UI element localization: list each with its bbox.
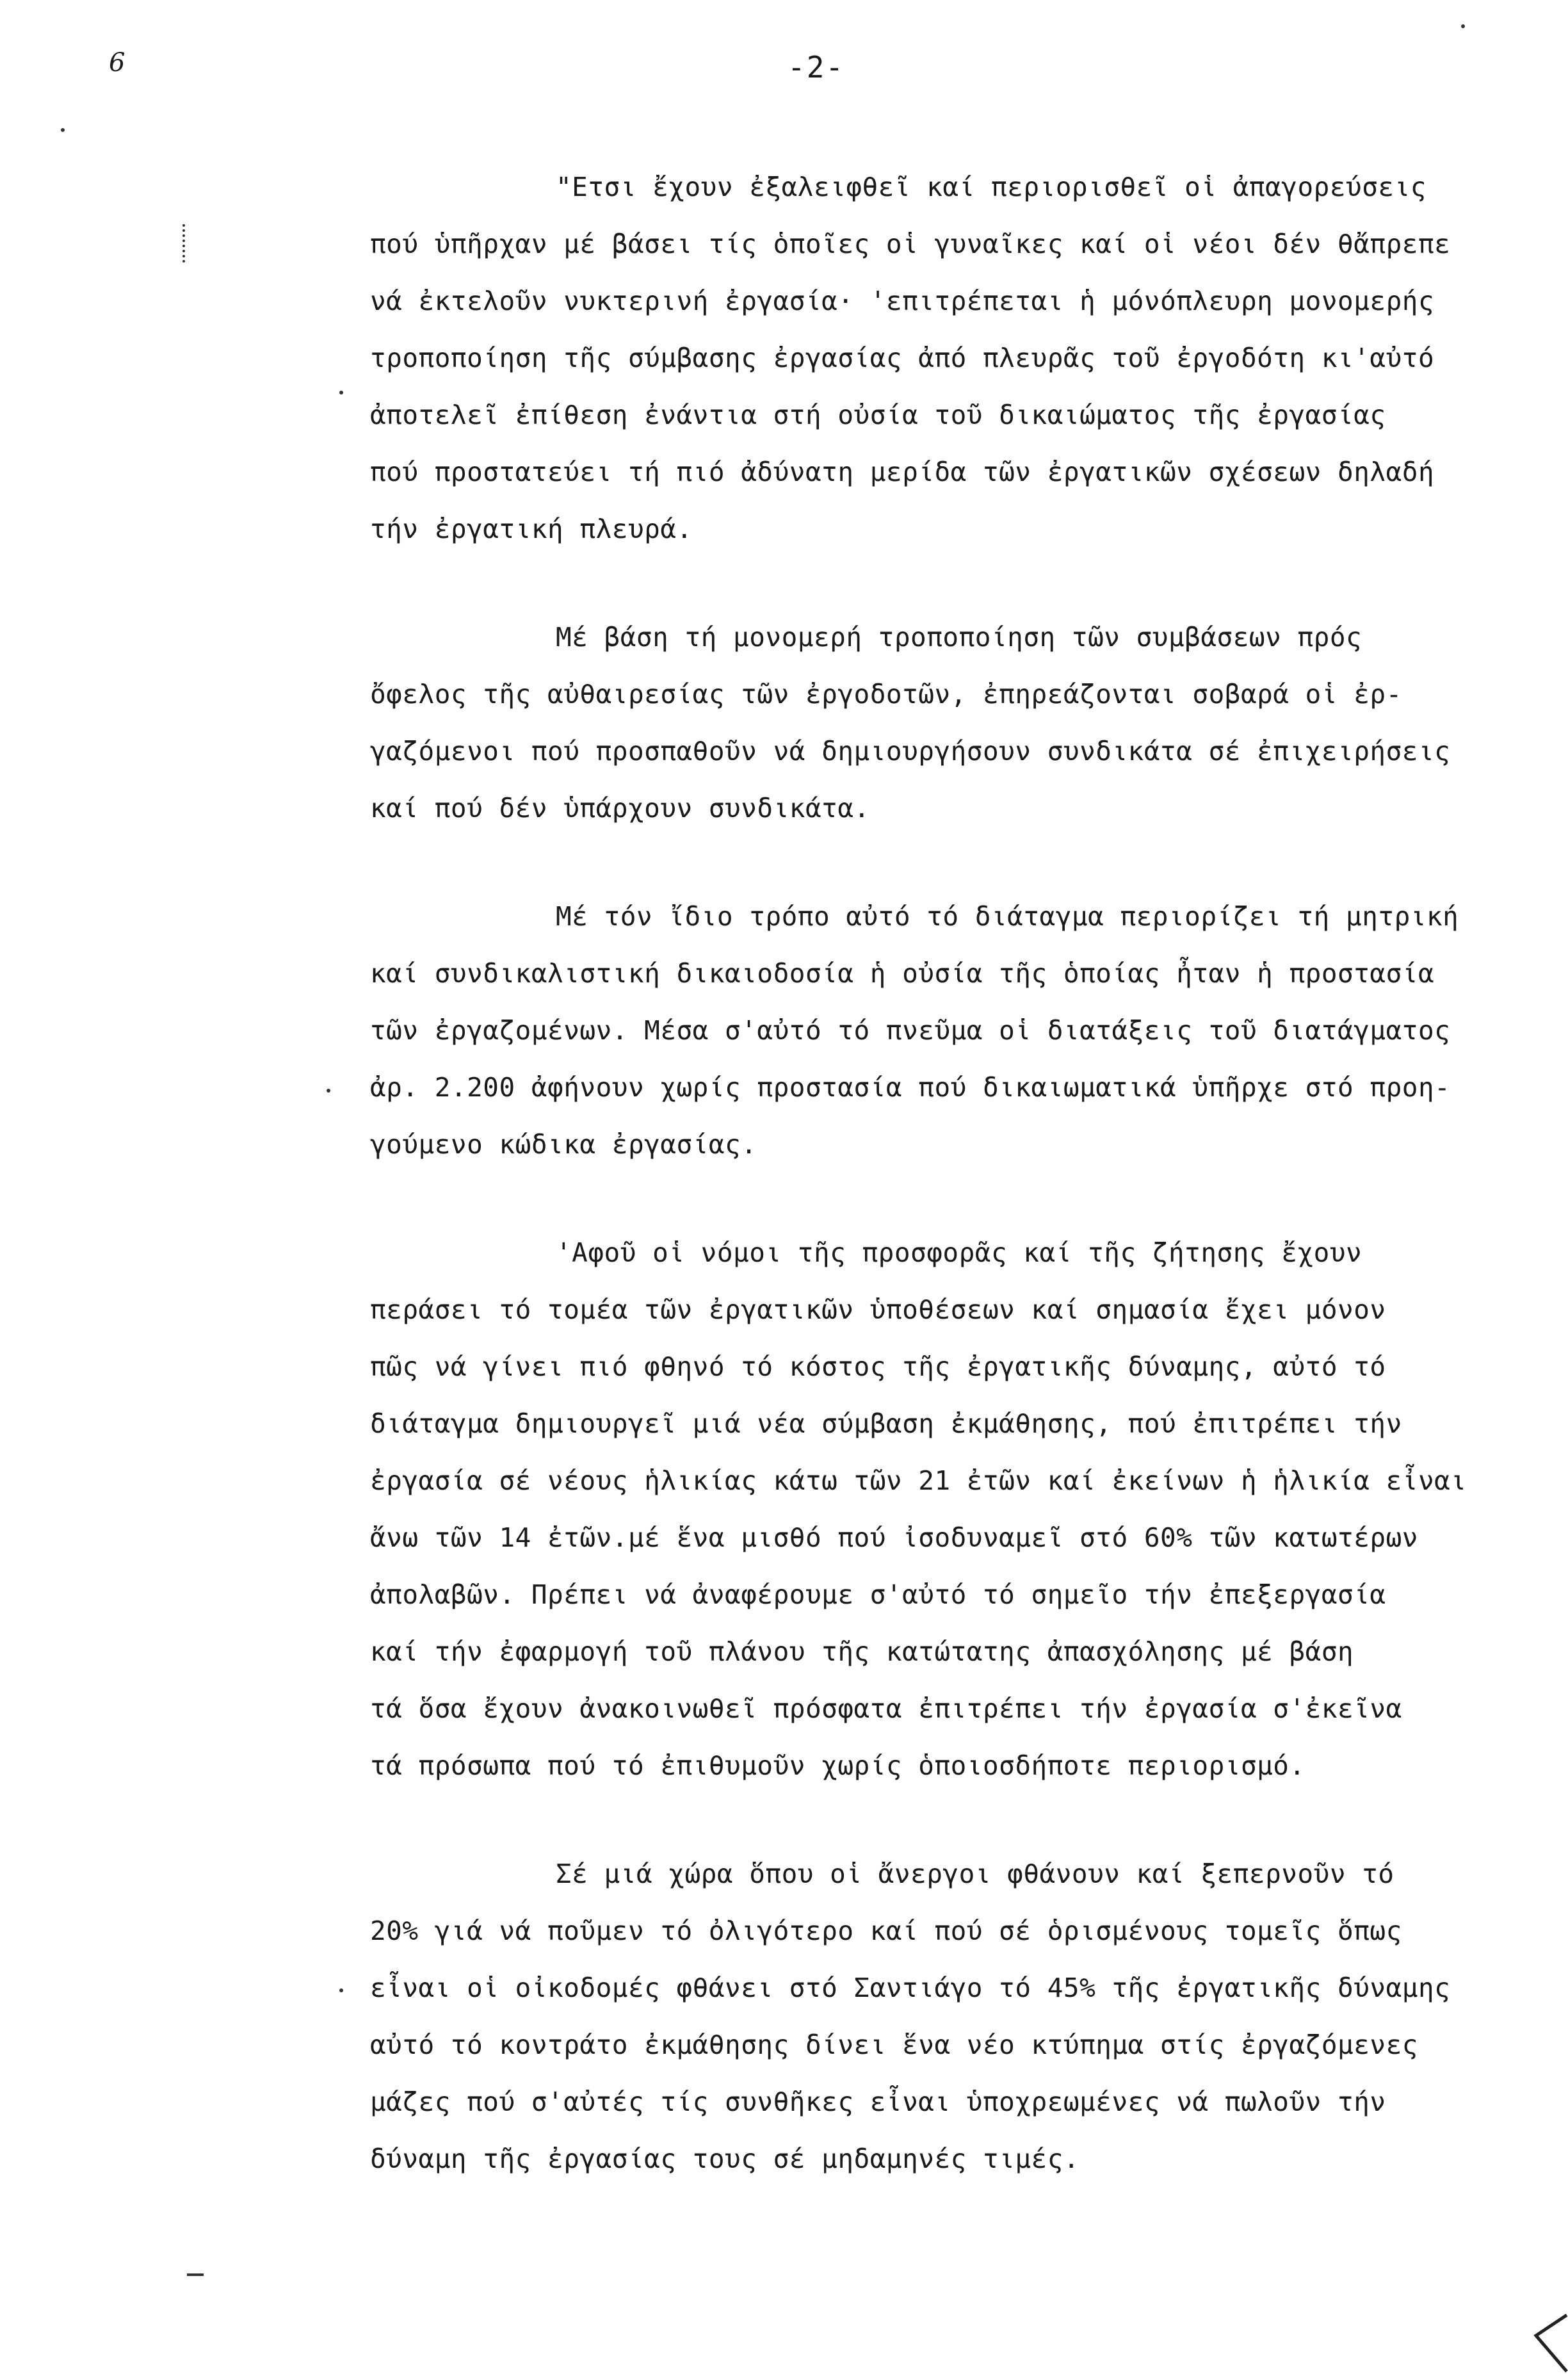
text-line: δύναμη τῆς ἐργασίας τους σέ μηδαμηνές τιμές.: [370, 2143, 1080, 2174]
handwritten-page-mark: 6: [109, 48, 125, 77]
margin-mark: [187, 2273, 204, 2276]
paragraph: [370, 609, 1471, 837]
text-line: ἀρ. 2.200 ἀφήνουν χωρίς προστασία πού δικαιωματικά ὑπῆρχε στό προη-: [370, 1072, 1451, 1103]
paragraph: [370, 159, 1471, 558]
text-line: πού προστατεύει τή πιό ἀδύνατη μερίδα τῶν ἐργατικῶν σχέσεων δηλαδή: [370, 457, 1435, 487]
text-line: νά ἐκτελοῦν νυκτερινή ἐργασία· 'επιτρέπεται ἡ μόνόπλευρη μονομερής: [370, 286, 1435, 316]
margin-mark: [182, 224, 188, 263]
text-line: γούμενο κώδικα ἐργασίας.: [370, 1129, 757, 1160]
paragraph: [370, 888, 1471, 1173]
text-line: περάσει τό τομέα τῶν ἐργατικῶν ὑποθέσεων καί σημασία ἔχει μόνον: [370, 1294, 1386, 1325]
text-line: Σέ μιά χώρα ὅπου οἱ ἄνεργοι φθάνουν καί ξεπερνοῦν τό: [556, 1858, 1394, 1889]
text-line: γαζόμενοι πού προσπαθοῦν νά δημιουργήσουν συνδικάτα σέ ἐπιχειρήσεις: [370, 736, 1451, 767]
text-line: αὐτό τό κοντράτο ἐκμάθησης δίνει ἕνα νέο κτύπημα στίς ἐργαζόμενες: [370, 2029, 1418, 2060]
text-line: καί συνδικαλιστική δικαιοδοσία ἡ οὐσία τῆς ὁποίας ἦταν ἡ προστασία: [370, 958, 1435, 989]
text-line: 20% γιά νά ποῦμεν τό ὀλιγότερο καί πού σέ ὁρισμένους τομεῖς ὅπως: [370, 1915, 1402, 1946]
text-line: ἀποτελεῖ ἐπίθεση ἐνάντια στή οὐσία τοῦ δικαιώματος τῆς ἐργασίας: [370, 400, 1386, 430]
text-line: διάταγμα δημιουργεῖ μιά νέα σύμβαση ἐκμάθησης, πού ἐπιτρέπει τήν: [370, 1408, 1402, 1439]
paragraph: [370, 1224, 1471, 1794]
page-number: -2-: [788, 50, 845, 85]
text-line: ἀπολαβῶν. Πρέπει νά ἀναφέρουμε σ'αὐτό τό σημεῖο τήν ἐπεξεργασία: [370, 1579, 1386, 1610]
text-line: τά ὅσα ἔχουν ἀνακοινωθεῖ πρόσφατα ἐπιτρέπει τήν ἐργασία σ'ἐκεῖνα: [370, 1693, 1402, 1724]
text-line: μάζες πού σ'αὐτές τίς συνθῆκες εἶναι ὑποχρεωμένες νά πωλοῦν τήν: [370, 2086, 1386, 2117]
text-line: ὄφελος τῆς αὐθαιρεσίας τῶν ἐργοδοτῶν, ἐπηρεάζονται σοβαρά οἱ ἐρ-: [370, 679, 1402, 710]
text-line: τά πρόσωπα πού τό ἐπιθυμοῦν χωρίς ὁποιοσδήποτε περιορισμό.: [370, 1750, 1305, 1781]
page-corner-mark: [1530, 2310, 1568, 2374]
text-line: τροποποίηση τῆς σύμβασης ἐργασίας ἀπό πλευρᾶς τοῦ ἐργοδότη κι'αὐτό: [370, 343, 1435, 373]
text-line: Μέ τόν ἴδιο τρόπο αὐτό τό διάταγμα περιορίζει τή μητρική: [556, 901, 1459, 932]
text-line: πῶς νά γίνει πιό φθηνό τό κόστος τῆς ἐργατικῆς δύναμης, αὐτό τό: [370, 1351, 1386, 1382]
text-line: καί τήν ἐφαρμογή τοῦ πλάνου τῆς κατώτατης ἀπασχόλησης μέ βάση: [370, 1636, 1354, 1667]
text-line: καί πού δέν ὑπάρχουν συνδικάτα.: [370, 793, 870, 824]
text-line: Μέ βάση τή μονομερή τροποποίηση τῶν συμβάσεων πρός: [556, 622, 1362, 653]
scan-speck: [327, 1089, 330, 1093]
text-line: "Ετσι ἔχουν ἐξαλειφθεῖ καί περιορισθεῖ οἱ ἀπαγορεύσεις: [556, 172, 1427, 202]
paragraph: [370, 1846, 1471, 2188]
text-line: ἄνω τῶν 14 ἐτῶν.μέ ἕνα μισθό πού ἰσοδυναμεῖ στό 60% τῶν κατωτέρων: [370, 1522, 1418, 1553]
text-line: τήν ἐργατική πλευρά.: [370, 514, 693, 544]
scan-speck: [61, 128, 65, 132]
text-line: πού ὑπῆρχαν μέ βάσει τίς ὁποῖες οἱ γυναῖκες καί οἱ νέοι δέν θἄπρεπε: [370, 229, 1451, 259]
scan-speck: [339, 391, 343, 394]
text-line: εἶναι οἱ οἰκοδομές φθάνει στό Σαντιάγο τό 45% τῆς ἐργατικῆς δύναμης: [370, 1972, 1451, 2003]
scan-speck: [339, 1988, 343, 1992]
scan-speck: [1461, 24, 1465, 28]
text-line: 'Αφοῦ οἱ νόμοι τῆς προσφορᾶς καί τῆς ζήτησης ἔχουν: [556, 1237, 1362, 1268]
text-line: τῶν ἐργαζομένων. Μέσα σ'αὐτό τό πνεῦμα οἱ διατάξεις τοῦ διατάγματος: [370, 1015, 1451, 1046]
text-line: ἐργασία σέ νέους ἡλικίας κάτω τῶν 21 ἐτῶν καί ἐκείνων ἡ ἡλικία εἶναι: [370, 1465, 1467, 1496]
body-text: [370, 159, 1471, 2239]
